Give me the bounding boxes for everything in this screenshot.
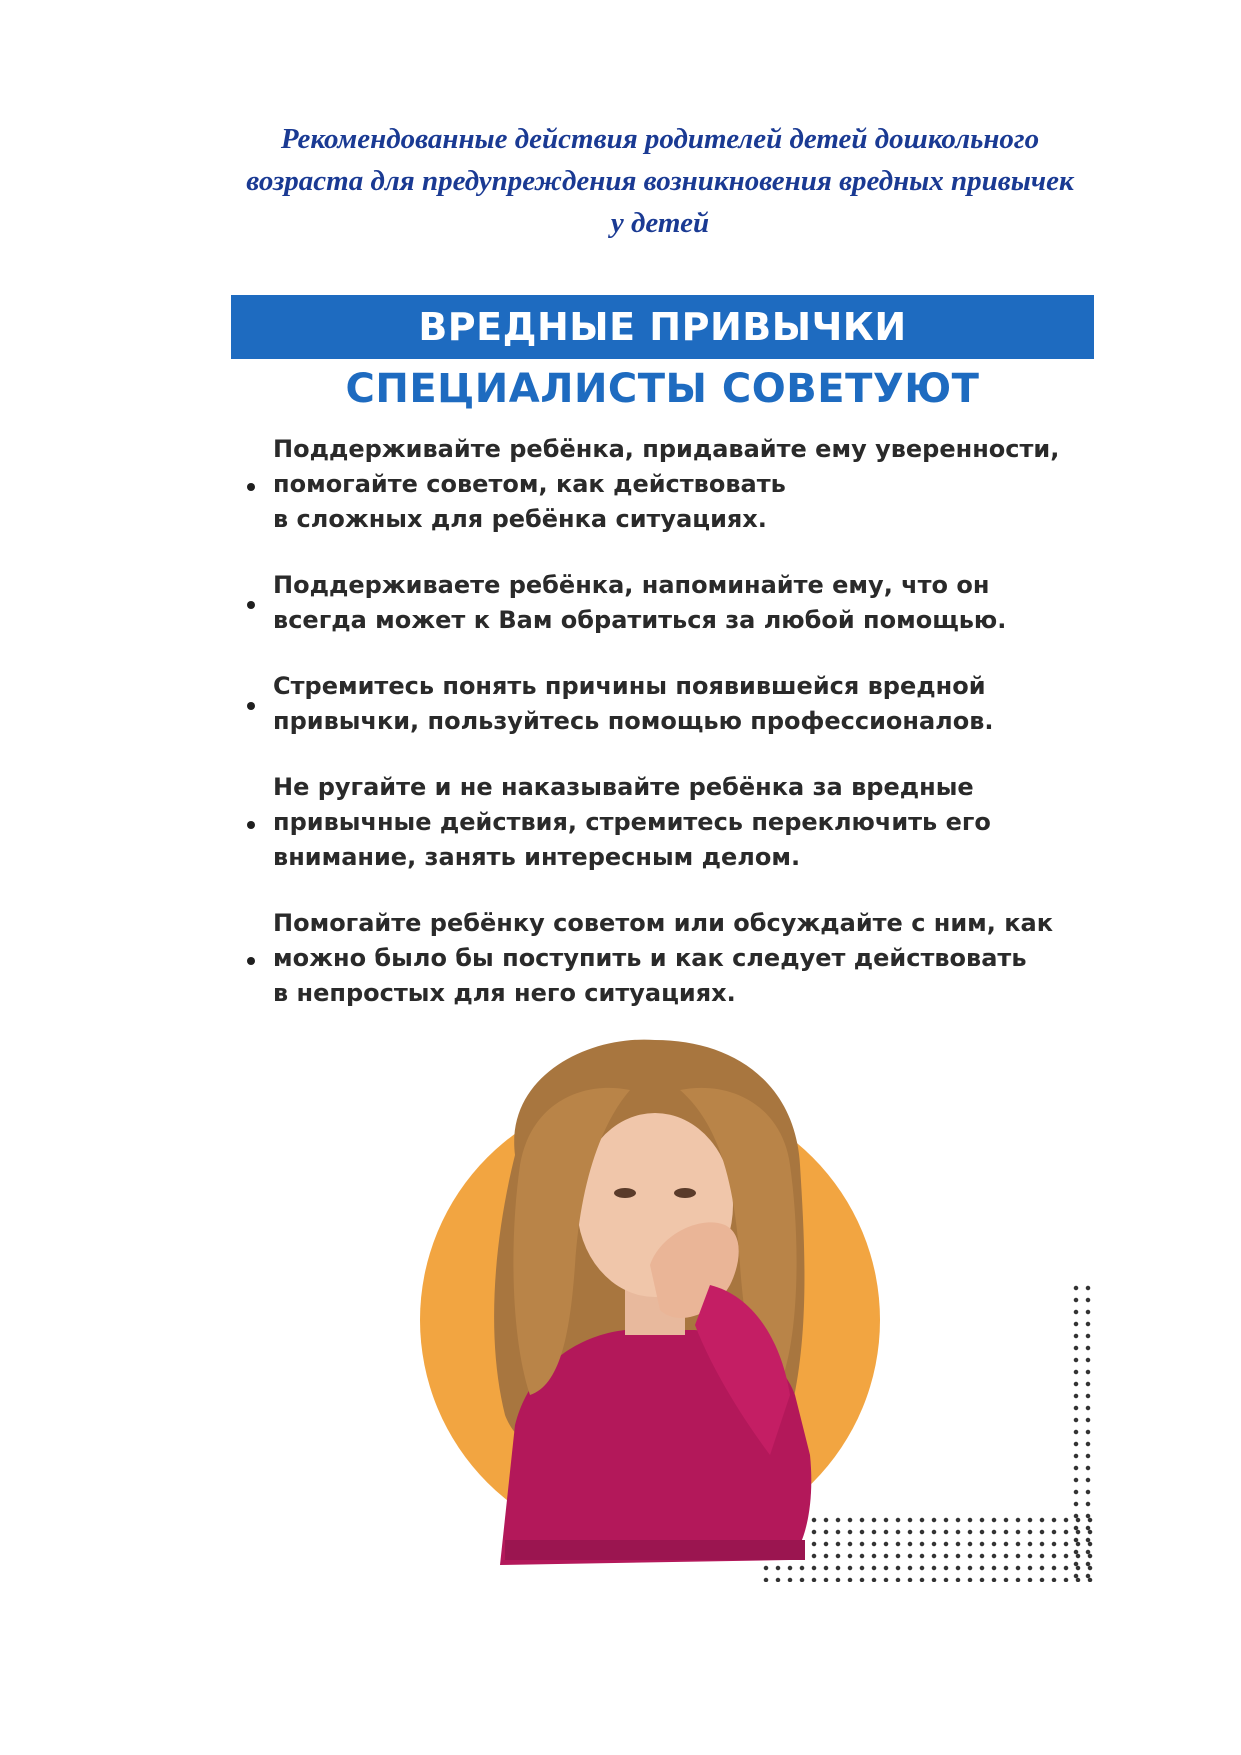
advice-item xyxy=(243,906,1103,1011)
banner-title: ВРЕДНЫЕ ПРИВЫЧКИ xyxy=(418,305,907,349)
advice-item xyxy=(243,669,1103,739)
advice-line: привычные действия, стремитесь переключить его xyxy=(273,808,991,836)
advice-line: можно было бы поступить и как следует действовать xyxy=(273,944,1027,972)
advice-line: Поддерживаете ребёнка, напоминайте ему, что он xyxy=(273,571,990,599)
advice-line: в сложных для ребёнка ситуациях. xyxy=(273,505,767,533)
advice-line: Поддерживайте ребёнка, придавайте ему уверенности, xyxy=(273,435,1060,463)
advice-text xyxy=(273,568,1006,638)
advice-line: всегда может к Вам обратиться за любой помощью. xyxy=(273,606,1007,634)
advice-line: помогайте советом, как действовать xyxy=(273,470,786,498)
advice-line: привычки, пользуйтесь помощью профессионалов. xyxy=(273,707,994,735)
left-eye xyxy=(614,1188,636,1198)
advice-list xyxy=(243,432,1103,1042)
title-line-3: у детей xyxy=(610,207,710,239)
child-photo xyxy=(410,1035,900,1565)
bullet-icon xyxy=(247,601,255,609)
advice-line: Не ругайте и не наказывайте ребёнка за вредные xyxy=(273,773,974,801)
advice-item xyxy=(243,432,1103,537)
advice-line: Стремитесь понять причины появившейся вредной xyxy=(273,672,986,700)
bullet-icon xyxy=(247,957,255,965)
bullet-icon xyxy=(247,702,255,710)
advice-text xyxy=(273,669,994,739)
advice-item xyxy=(243,770,1103,875)
bullet-icon xyxy=(247,821,255,829)
document-title xyxy=(150,118,1170,244)
banner xyxy=(231,295,1094,359)
bullet-icon xyxy=(247,483,255,491)
right-eye xyxy=(674,1188,696,1198)
subtitle: СПЕЦИАЛИСТЫ СОВЕТУЮТ xyxy=(345,366,980,412)
advice-text xyxy=(273,906,1053,1011)
advice-item xyxy=(243,568,1103,638)
table-shadow xyxy=(505,1540,805,1560)
title-line-1: Рекомендованные действия родителей детей дошкольного xyxy=(280,123,1040,155)
advice-line: в непростых для него ситуациях. xyxy=(273,979,736,1007)
advice-line: внимание, занять интересным делом. xyxy=(273,843,801,871)
advice-text xyxy=(273,432,1059,537)
advice-text xyxy=(273,770,991,875)
advice-line: Помогайте ребёнку советом или обсуждайте с ним, как xyxy=(273,909,1054,937)
title-line-2: возраста для предупреждения возникновения вредных привычек xyxy=(246,165,1074,197)
